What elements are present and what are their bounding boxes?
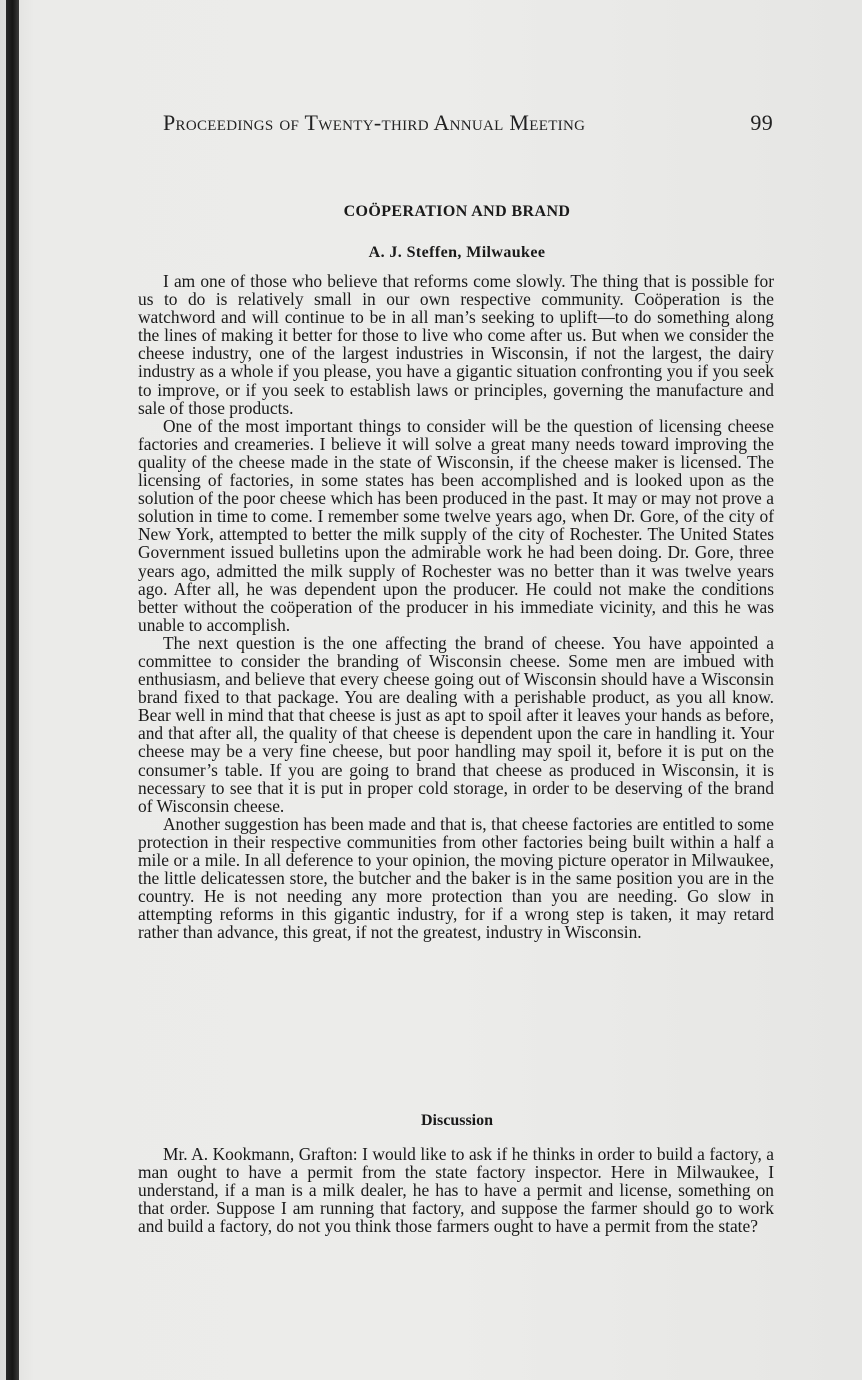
article-byline: A. J. Steffen, Milwaukee	[368, 244, 546, 261]
body-paragraph: The next question is the one affecting the brand of cheese. You have appointed a committee to consider the branding of Wisconsin cheese. Some men are imbued with enthusiasm, and believe that every cheese going out of Wisconsin should have a Wisconsin brand fixed to that package. You are dealing with a perishable product, as you all know. Bear well in mind that that cheese is just as apt to spoil after it leaves your hands as before, and that after all, the quality of that cheese is dependent upon the care in handling it. Your cheese may be a very fine cheese, but poor handling may spoil it, before it is put on the consumer’s table. If you are going to brand that cheese as produced in Wisconsin, it is necessary to see that it is put in proper cold storage, in order to be deserving of the brand of Wisconsin cheese.	[138, 632, 774, 816]
article-title: COÖPERATION AND BRAND	[343, 203, 571, 220]
running-title: Proceedings of Twenty-third Annual Meeting	[163, 110, 586, 135]
page-number: 99	[750, 110, 773, 135]
body-paragraph: Another suggestion has been made and that is, that cheese factories are entitled to some protection in their respective communities from other factories being built within a half a mile or a mile. In all deference to your opinion, the moving picture operator in Milwaukee, the little delicatessen store, the butcher and the baker is in the same position you are in the country. He is not needing any more protection than you are needing. Go slow in attempting reforms in this gigantic industry, for if a wrong step is taken, it may retard rather than advance, this great, if not the greatest, industry in Wisconsin.	[138, 813, 774, 943]
running-header	[163, 110, 773, 136]
body-paragraph: One of the most important things to consider will be the question of licensing cheese factories and creameries. I believe it will solve a great many needs toward improving the quality of the cheese made in the state of Wisconsin, if the cheese maker is licensed. The licensing of factories, in some states has been accomplished and is looked upon as the solution of the poor cheese which has been produced in the past. It may or may not prove a solution in time to come. I remember some twelve years ago, when Dr. Gore, of the city of New York, attempted to better the milk supply of the city of Rochester. The United States Government issued bulletins upon the admirable work he had been doing. Dr. Gore, three years ago, admitted the milk supply of Rochester was no better than it was twelve years ago. After all, he was dependent upon the producer. He could not make the conditions better without the coöperation of the producer in his immediate vicinity, and this he was unable to accomplish.	[138, 415, 774, 635]
article-body	[138, 272, 774, 941]
discussion-paragraph: Mr. A. Kookmann, Grafton: I would like to ask if he thinks in order to build a factory, a man ought to have a permit from the state factory inspector. Here in Milwaukee, I understand, if a man is a milk dealer, he has to have a permit and license, something on that order. Suppose I am running that factory, and suppose the farmer should go to work and build a factory, do not you think those farmers ought to have a permit from the state?	[138, 1144, 774, 1237]
discussion-heading: Discussion	[420, 1112, 494, 1129]
discussion-body	[138, 1145, 774, 1235]
body-paragraph: I am one of those who believe that reforms come slowly. The thing that is possible for us to do is relatively small in our own respective community. Coöperation is the watchword and will continue to be in all man’s seeking to uplift—to do something along the lines of making it better for those to live who come after us. But when we consider the cheese industry, one of the largest industries in Wisconsin, if not the largest, the dairy industry as a whole if you please, you have a gigantic situation confronting you if you seek to improve, or if you seek to establish laws or principles, governing the manufacture and sale of those products.	[138, 271, 774, 418]
